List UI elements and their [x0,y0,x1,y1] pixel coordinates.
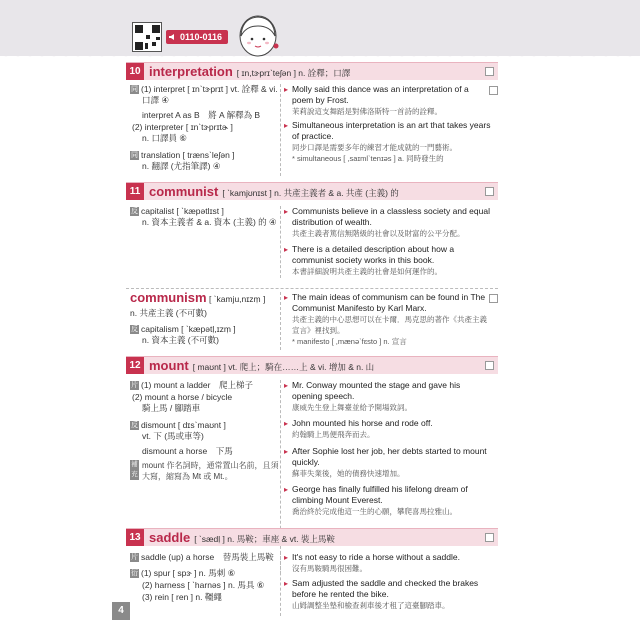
bullet-icon: ▸ [284,381,289,390]
text-span: Sam adjusted the saddle and checked the brakes before he rented the bike. [292,578,479,599]
text-span: [ maʊnt ] vt. 爬上；騎在……上 & vi. 增加 & n. 山 [192,362,375,372]
qr-code-icon[interactable] [132,22,162,52]
bullet-icon: ▸ [284,485,289,494]
review-checkbox[interactable] [489,294,498,303]
translation-text: 喬治終於完成他這一生的心願，攀爬喜馬拉雅山。 [292,507,457,516]
note-line: 衍 (1) spur [ spɝ ] n. 馬刺 ⑥ [131,568,236,578]
tag-badge: 反 [131,422,138,429]
bullet-icon: ▸ [284,553,289,562]
text-span: mount [149,358,189,373]
translation-text: 蘇菲失業後，她的債務快速增加。 [292,469,405,478]
translation-text: 約翰騎上馬便飛奔而去。 [292,430,375,439]
column-divider [280,292,281,350]
tag-badge: 片 [131,382,138,389]
entry-number: 13 [126,529,144,546]
translation-text: * manifesto [ ,mænəˋfɛsto ] n. 宣言 [292,337,407,346]
note-line: (2) interpreter [ ɪnˋtɝprɪtɚ ] [132,122,233,132]
example-sentence [292,292,492,347]
entry-number: 11 [126,183,144,200]
entry-header-mount [126,356,498,374]
translation-text: 康威先生登上舞臺並給予開場致詞。 [292,403,412,412]
text-span: interpretation [149,64,233,79]
note-line: n. 資本主義者 & a. 資本 (主義) 的 ④ [142,217,277,227]
audio-track-badge[interactable] [166,30,228,44]
translation-text: 茉莉說這支舞蹈是對佛洛斯特一首詩的詮釋。 [292,107,442,116]
note-line: vt. 下 (馬或車等) [142,431,204,441]
review-checkbox[interactable] [485,361,494,370]
note-line: 口譯 ④ [142,95,169,105]
note-line: n. 共產主義 (不可數) [130,308,207,318]
example-sentence [292,418,492,440]
note-line: 騎上馬 / 腳踏車 [142,403,201,413]
text-span: After Sophie lost her job, her debts started to mount quickly. [292,446,487,467]
column-divider [280,206,281,278]
speaker-icon [169,33,177,41]
text-span: John mounted his horse and rode off. [292,418,433,428]
note-line: dismount a horse 下馬 [142,446,233,456]
note-line: n. 翻譯 (尤指筆譯) ④ [142,161,221,171]
text-span: Molly said this dance was an interpretation of a poem by Frost. [292,84,469,105]
bullet-icon: ▸ [284,293,289,302]
text-span: It's not easy to ride a horse without a saddle. [292,552,460,562]
note-line: 片 (1) mount a ladder 爬上梯子 [131,380,253,390]
example-sentence [292,578,492,611]
column-divider [280,552,281,616]
bullet-icon: ▸ [284,579,289,588]
translation-text: 山姆調整坐墊和檢查剎車後才租了這臺腳踏車。 [292,601,450,610]
example-sentence [292,120,492,164]
note-line: (2) mount a horse / bicycle [132,392,233,402]
translation-text: 共產主義者篤信無階級的社會以及財富的公平分配。 [292,229,465,238]
tag-badge: 片 [131,554,138,561]
review-checkbox[interactable] [485,67,494,76]
text-span: Communists believe in a classless society and equal distribution of wealth. [292,206,490,227]
translation-text: 同步口譯是需要多年的練習才能成就的一門藝術。 [292,143,457,152]
note-line: 反 dismount [ dɪsˋmaʊnt ] [131,420,226,430]
review-checkbox[interactable] [485,533,494,542]
review-checkbox[interactable] [485,187,494,196]
entry-header-communist [126,182,498,200]
note-line: n. 資本主義 (不可數) [142,335,219,345]
text-span: communist [149,184,219,199]
text-span: The main ideas of communism can be found in The Communist Manifesto by Karl Marx. [292,292,486,313]
translation-text: * simultaneous [ ,saɪmlˋtenɪəs ] a. 同時發生的 [292,154,444,163]
supplement-tag: 補充 [131,461,138,478]
note-line: 同 (1) interpret [ ɪnˋtɝprɪt ] vt. 詮釋 & vi. [131,84,278,94]
tag-badge: 衍 [131,570,138,577]
bullet-icon: ▸ [284,419,289,428]
example-sentence [292,484,492,517]
tag-badge: 同 [131,86,138,93]
text-span: saddle [149,530,191,545]
note-line: 同 translation [ trænsˋleʃən ] [131,150,235,160]
note-line: interpret A as B 將 A 解釋為 B [142,110,261,120]
review-checkbox[interactable] [489,86,498,95]
text-span: Mr. Conway mounted the stage and gave his opening speech. [292,380,461,401]
headword [149,357,374,376]
bullet-icon: ▸ [284,245,289,254]
example-sentence [292,446,492,479]
example-sentence [292,84,492,117]
headword [149,63,350,82]
example-sentence [292,206,492,239]
bullet-icon: ▸ [284,447,289,456]
note-line: 片 saddle (up) a horse 替馬裝上馬鞍 [131,552,274,562]
girl-illustration-icon [236,14,280,60]
translation-text: 共產主義的中心思想可以在卡爾．馬克思的著作《共產主義宣言》裡找到。 [292,315,487,335]
entry-number: 12 [126,357,144,374]
text-span: There is a detailed description about how a communist society works in this book. [292,244,455,265]
text-span: George has finally fulfilled his lifelong dream of climbing Mount Everest. [292,484,468,505]
example-sentence [292,380,492,413]
scallop-border [0,50,640,62]
note-line: communism [ ˋkamju,nɪzṃ ] [130,290,266,305]
page-number: 4 [112,602,130,620]
tag-badge: 反 [131,326,138,333]
bullet-icon: ▸ [284,85,289,94]
text-span: Simultaneous interpretation is an art that takes years of practice. [292,120,491,141]
example-sentence [292,244,492,277]
bullet-icon: ▸ [284,207,289,216]
entry-header-saddle [126,528,498,546]
note-line: 反 capitalism [ ˋkæpətḷ,ɪzṃ ] [131,324,236,334]
note-line: (3) rein [ ren ] n. 韁繩 [142,592,222,602]
text-span: [ ˋsædḷ ] n. 馬鞍；車座 & vt. 裝上馬鞍 [194,534,335,544]
note-line: 反 capitalist [ ˋkæpətlɪst ] [131,206,224,216]
note-line: (2) harness [ ˋharnəs ] n. 馬具 ⑥ [142,580,265,590]
entry-header-interpretation [126,62,498,80]
entry-number: 10 [126,63,144,80]
example-sentence [292,552,492,574]
top-banner [0,0,640,56]
sub-entry-separator [126,288,498,289]
text-span: [ ɪn,tɝprɪˋteʃən ] n. 詮釋；口譯 [236,68,351,78]
translation-text: 沒有馬鞍騎馬很困難。 [292,564,367,573]
note-line: n. 口譯員 ⑥ [142,133,187,143]
bullet-icon: ▸ [284,121,289,130]
audio-track-label: 0110-0116 [180,32,223,42]
headword [149,529,335,548]
column-divider [280,84,281,176]
tag-badge: 同 [131,152,138,159]
translation-text: 本書詳細說明共產主義的社會是如何運作的。 [292,267,442,276]
headword [149,183,399,202]
text-span: [ ˋkamjʊnɪst ] n. 共產主義者 & a. 共產 (主義) 的 [222,188,399,198]
tag-badge: 反 [131,208,138,215]
